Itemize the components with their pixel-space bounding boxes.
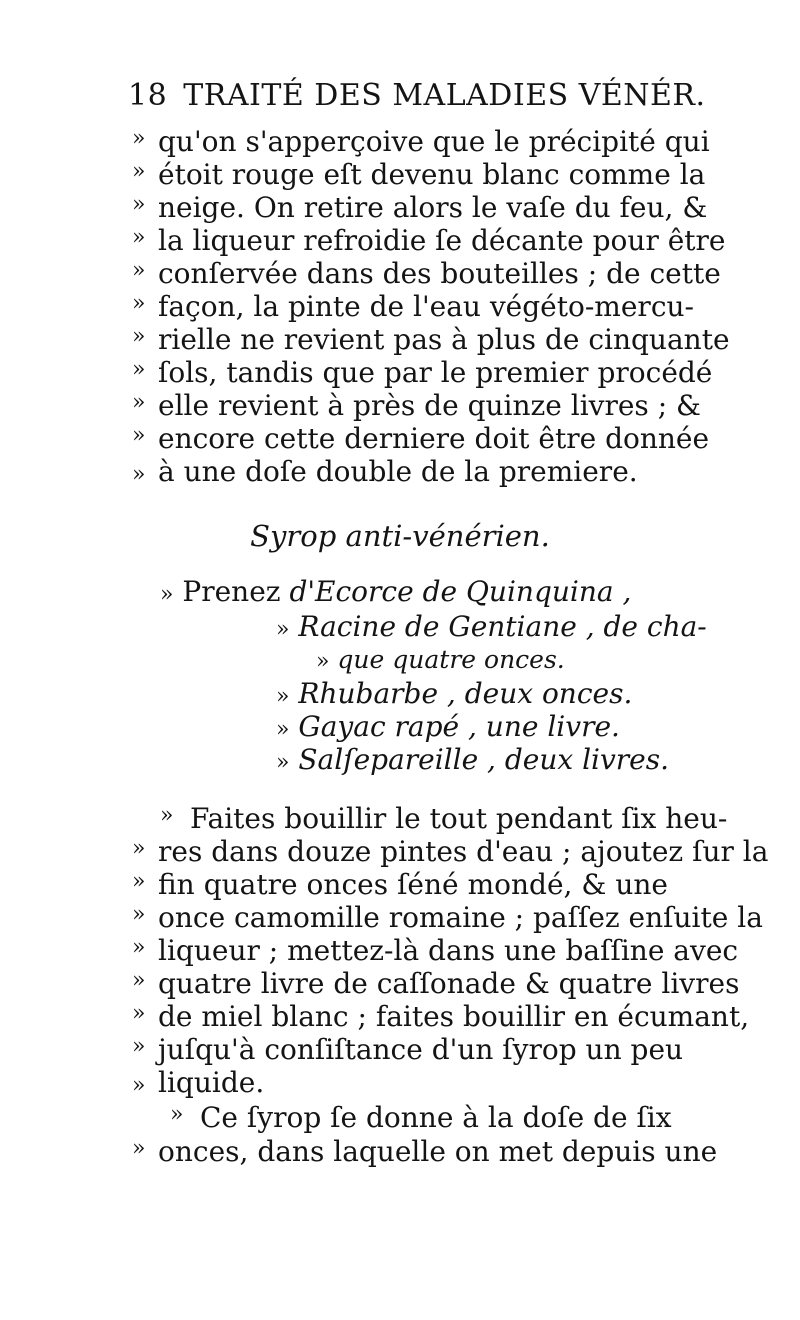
- section-title: Syrop anti-vénérien.: [250, 519, 550, 553]
- text-line: » la liqueur refroidie ſe décante pour être: [132, 224, 726, 257]
- text-line: » encore cette derniere doit être donnée: [132, 422, 710, 455]
- text-line: » Ce ſyrop ſe donne à la doſe de ſix: [170, 1101, 672, 1134]
- text-line: » once camomille romaine ; paſſez enſuite la: [132, 901, 763, 934]
- text-line: » façon, la pinte de l'eau végéto-mercu-: [132, 290, 694, 323]
- text-line: » qu'on s'apperçoive que le précipité qui: [132, 125, 710, 158]
- text-line: » juſqu'à conſiſtance d'un ſyrop un peu: [132, 1033, 684, 1066]
- text-line: » elle revient à près de quinze livres ; &: [132, 389, 701, 422]
- page-number: 18: [128, 78, 168, 113]
- text-line: » conſervée dans des bouteilles ; de cette: [132, 257, 721, 290]
- text-line: » ſols, tandis que par le premier procédé: [132, 356, 713, 389]
- text-line: » étoit rouge eſt devenu blanc comme la: [132, 158, 706, 191]
- recipe-line: » Salſepareille , deux livres.: [276, 743, 670, 776]
- text-line: » onces, dans laquelle on met depuis une: [132, 1135, 718, 1168]
- text-line-last: » liquide.: [132, 1066, 265, 1099]
- recipe-line: » Racine de Gentiane , de cha-: [276, 610, 707, 643]
- recipe-line: » Gayac rapé , une livre.: [276, 710, 620, 743]
- text-line: » neige. On retire alors le vaſe du feu, &: [132, 191, 708, 224]
- text-line-last: » à une doſe double de la premiere.: [132, 455, 638, 488]
- text-line: » rielle ne revient pas à plus de cinquante: [132, 323, 730, 356]
- running-title: TRAITÉ DES MALADIES VÉNÉR.: [183, 78, 706, 113]
- text-line: » liqueur ; mettez-là dans une baſſine avec: [132, 934, 739, 967]
- text-line: » res dans douze pintes d'eau ; ajoutez ſur la: [132, 835, 769, 868]
- recipe-line: » Rhubarbe , deux onces.: [276, 677, 633, 710]
- text-line: » quatre livre de caſſonade & quatre livres: [132, 967, 740, 1000]
- text-line: » Faites bouillir le tout pendant ſix heu-: [160, 802, 728, 835]
- text-line: » fin quatre onces ſéné mondé, & une: [132, 868, 668, 901]
- recipe-line: » Prenez d'Ecorce de Quinquina ,: [160, 575, 632, 608]
- running-header: [128, 78, 706, 118]
- recipe-line: » que quatre onces.: [316, 645, 565, 674]
- text-line: » de miel blanc ; faites bouillir en écumant,: [132, 1000, 750, 1033]
